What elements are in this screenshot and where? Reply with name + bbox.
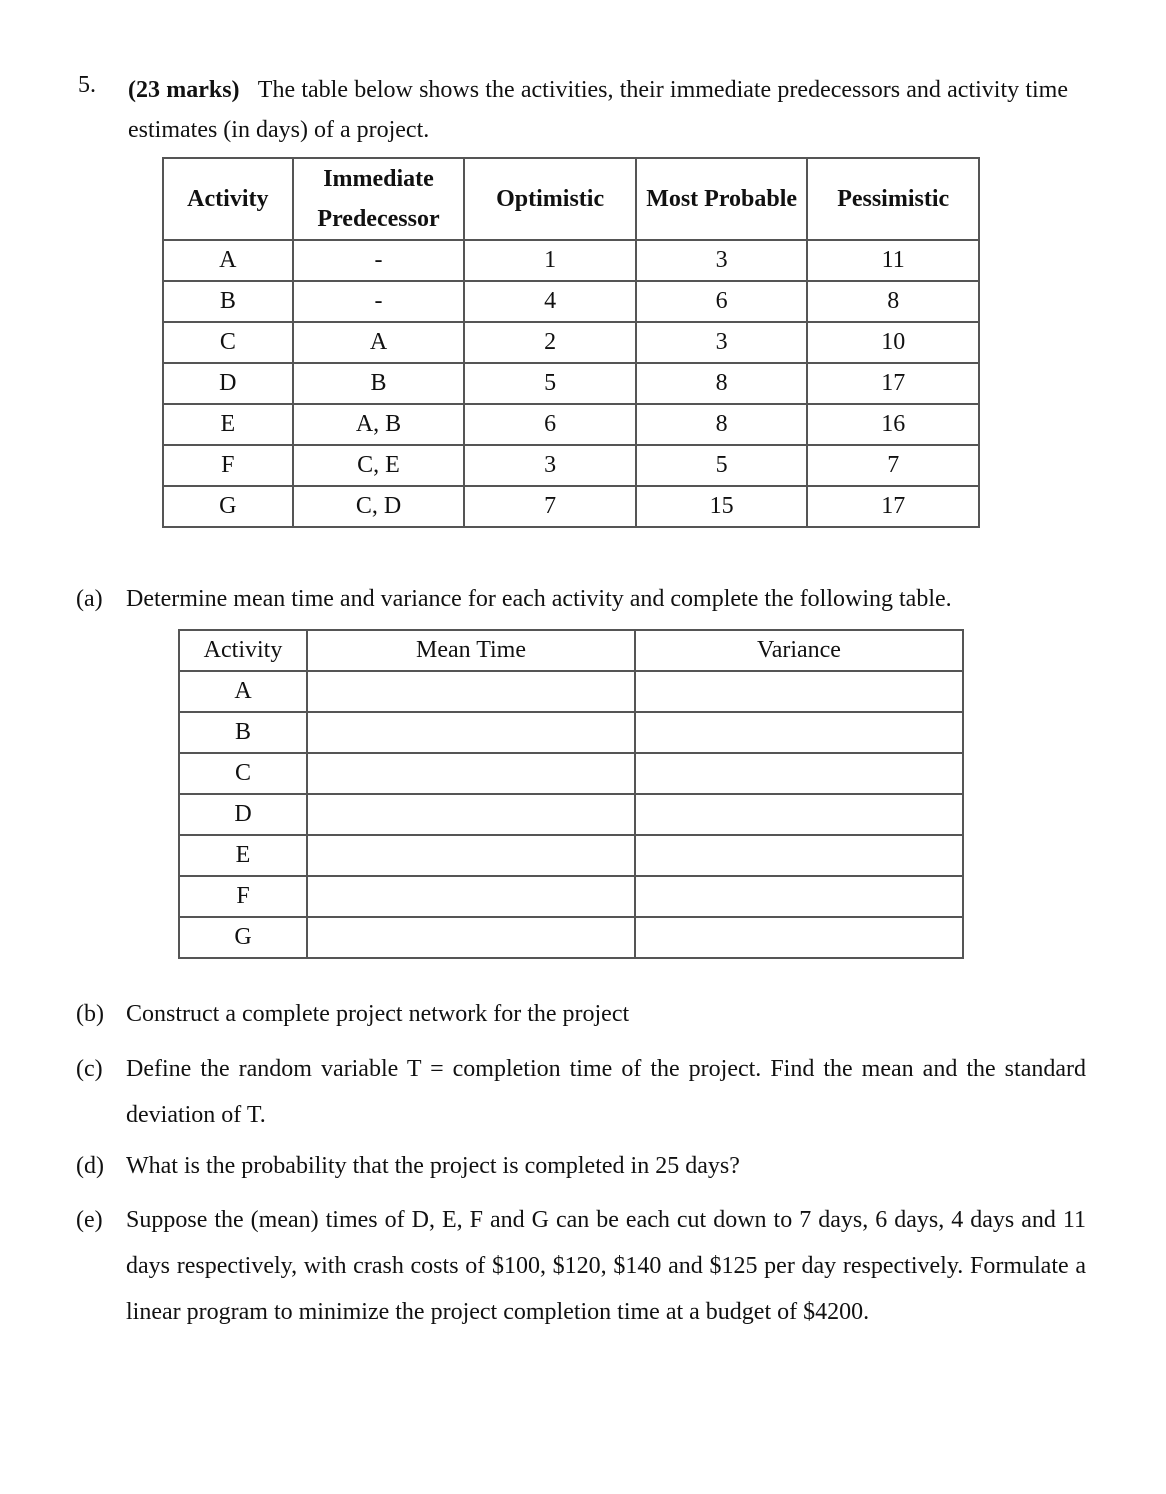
mean-time-cell[interactable] — [307, 753, 635, 794]
cell-activity: G — [163, 486, 293, 527]
cell-predecessor: - — [293, 240, 465, 281]
variance-cell[interactable] — [635, 712, 963, 753]
part-a-text: Determine mean time and variance for each activity and complete the following table. — [126, 586, 952, 612]
cell-activity: C — [179, 753, 307, 794]
table-row — [179, 835, 963, 876]
table-row — [179, 671, 963, 712]
header-optimistic: Optimistic — [464, 158, 636, 240]
header-mean-time: Mean Time — [307, 630, 635, 671]
table-row — [179, 794, 963, 835]
cell-most-probable: 8 — [636, 404, 807, 445]
cell-optimistic: 6 — [464, 404, 636, 445]
part-e-text: Suppose the (mean) times of D, E, F and G can be each cut down to 7 days, 6 days, 4 days and 11 days respectively, with crash costs of $100, $120, $140 and $125 per day respectively. Formulate a linear program to minimize the project completion time at a budget of $4200. — [126, 1207, 1086, 1325]
table-row — [163, 281, 979, 322]
cell-most-probable: 15 — [636, 486, 807, 527]
cell-predecessor: C, E — [293, 445, 465, 486]
cell-predecessor: - — [293, 281, 465, 322]
cell-activity: E — [163, 404, 293, 445]
cell-activity: D — [179, 794, 307, 835]
part-b-label: (b) — [76, 1001, 104, 1027]
header-pessimistic: Pessimistic — [807, 158, 979, 240]
cell-predecessor: B — [293, 363, 465, 404]
table-row — [163, 404, 979, 445]
cell-most-probable: 3 — [636, 240, 807, 281]
mean-time-cell[interactable] — [307, 917, 635, 958]
table-row — [163, 240, 979, 281]
cell-activity: F — [179, 876, 307, 917]
part-c-text: Define the random variable T = completion time of the project. Find the mean and the standard deviation of T. — [126, 1056, 1086, 1128]
mean-time-cell[interactable] — [307, 835, 635, 876]
table-row — [179, 917, 963, 958]
table-row — [163, 445, 979, 486]
cell-most-probable: 8 — [636, 363, 807, 404]
header-most-probable: Most Probable — [636, 158, 807, 240]
header-immediate-predecessor: Immediate Predecessor — [293, 158, 465, 240]
cell-activity: F — [163, 445, 293, 486]
header-variance: Variance — [635, 630, 963, 671]
cell-activity: G — [179, 917, 307, 958]
cell-pessimistic: 7 — [807, 445, 979, 486]
cell-activity: B — [163, 281, 293, 322]
variance-cell[interactable] — [635, 794, 963, 835]
cell-pessimistic: 17 — [807, 486, 979, 527]
cell-predecessor: A, B — [293, 404, 465, 445]
cell-optimistic: 2 — [464, 322, 636, 363]
variance-cell[interactable] — [635, 753, 963, 794]
cell-optimistic: 5 — [464, 363, 636, 404]
variance-cell[interactable] — [635, 671, 963, 712]
table-row — [179, 712, 963, 753]
mean-time-cell[interactable] — [307, 794, 635, 835]
cell-most-probable: 3 — [636, 322, 807, 363]
table-row — [179, 753, 963, 794]
question-marks: (23 marks) — [128, 77, 240, 103]
header-activity: Activity — [163, 158, 293, 240]
table-row — [163, 363, 979, 404]
part-b-text: Construct a complete project network for the project — [126, 1001, 630, 1027]
cell-activity: A — [179, 671, 307, 712]
cell-pessimistic: 17 — [807, 363, 979, 404]
header-activity: Activity — [179, 630, 307, 671]
cell-predecessor: C, D — [293, 486, 465, 527]
cell-optimistic: 1 — [464, 240, 636, 281]
question-intro — [128, 70, 1068, 150]
table-row — [179, 876, 963, 917]
variance-cell[interactable] — [635, 917, 963, 958]
question-intro-text: The table below shows the activities, their immediate predecessors and activity time estimates (in days) of a project. — [128, 77, 1068, 143]
variance-cell[interactable] — [635, 835, 963, 876]
table-row — [163, 486, 979, 527]
cell-pessimistic: 8 — [807, 281, 979, 322]
mean-time-cell[interactable] — [307, 712, 635, 753]
part-a-label: (a) — [76, 586, 103, 612]
mean-time-cell[interactable] — [307, 876, 635, 917]
variance-cell[interactable] — [635, 876, 963, 917]
cell-activity: B — [179, 712, 307, 753]
mean-variance-table — [178, 629, 964, 959]
cell-optimistic: 3 — [464, 445, 636, 486]
cell-activity: C — [163, 322, 293, 363]
cell-most-probable: 6 — [636, 281, 807, 322]
question-number: 5. — [78, 72, 96, 98]
cell-activity: E — [179, 835, 307, 876]
table-row — [163, 322, 979, 363]
cell-optimistic: 4 — [464, 281, 636, 322]
cell-most-probable: 5 — [636, 445, 807, 486]
part-e-label: (e) — [76, 1207, 103, 1233]
cell-pessimistic: 11 — [807, 240, 979, 281]
part-d-text: What is the probability that the project is completed in 25 days? — [126, 1153, 740, 1179]
part-c-label: (c) — [76, 1056, 103, 1082]
part-d-label: (d) — [76, 1153, 104, 1179]
activity-estimates-table — [162, 157, 980, 528]
cell-pessimistic: 10 — [807, 322, 979, 363]
cell-predecessor: A — [293, 322, 465, 363]
cell-optimistic: 7 — [464, 486, 636, 527]
cell-activity: A — [163, 240, 293, 281]
mean-time-cell[interactable] — [307, 671, 635, 712]
cell-pessimistic: 16 — [807, 404, 979, 445]
cell-activity: D — [163, 363, 293, 404]
